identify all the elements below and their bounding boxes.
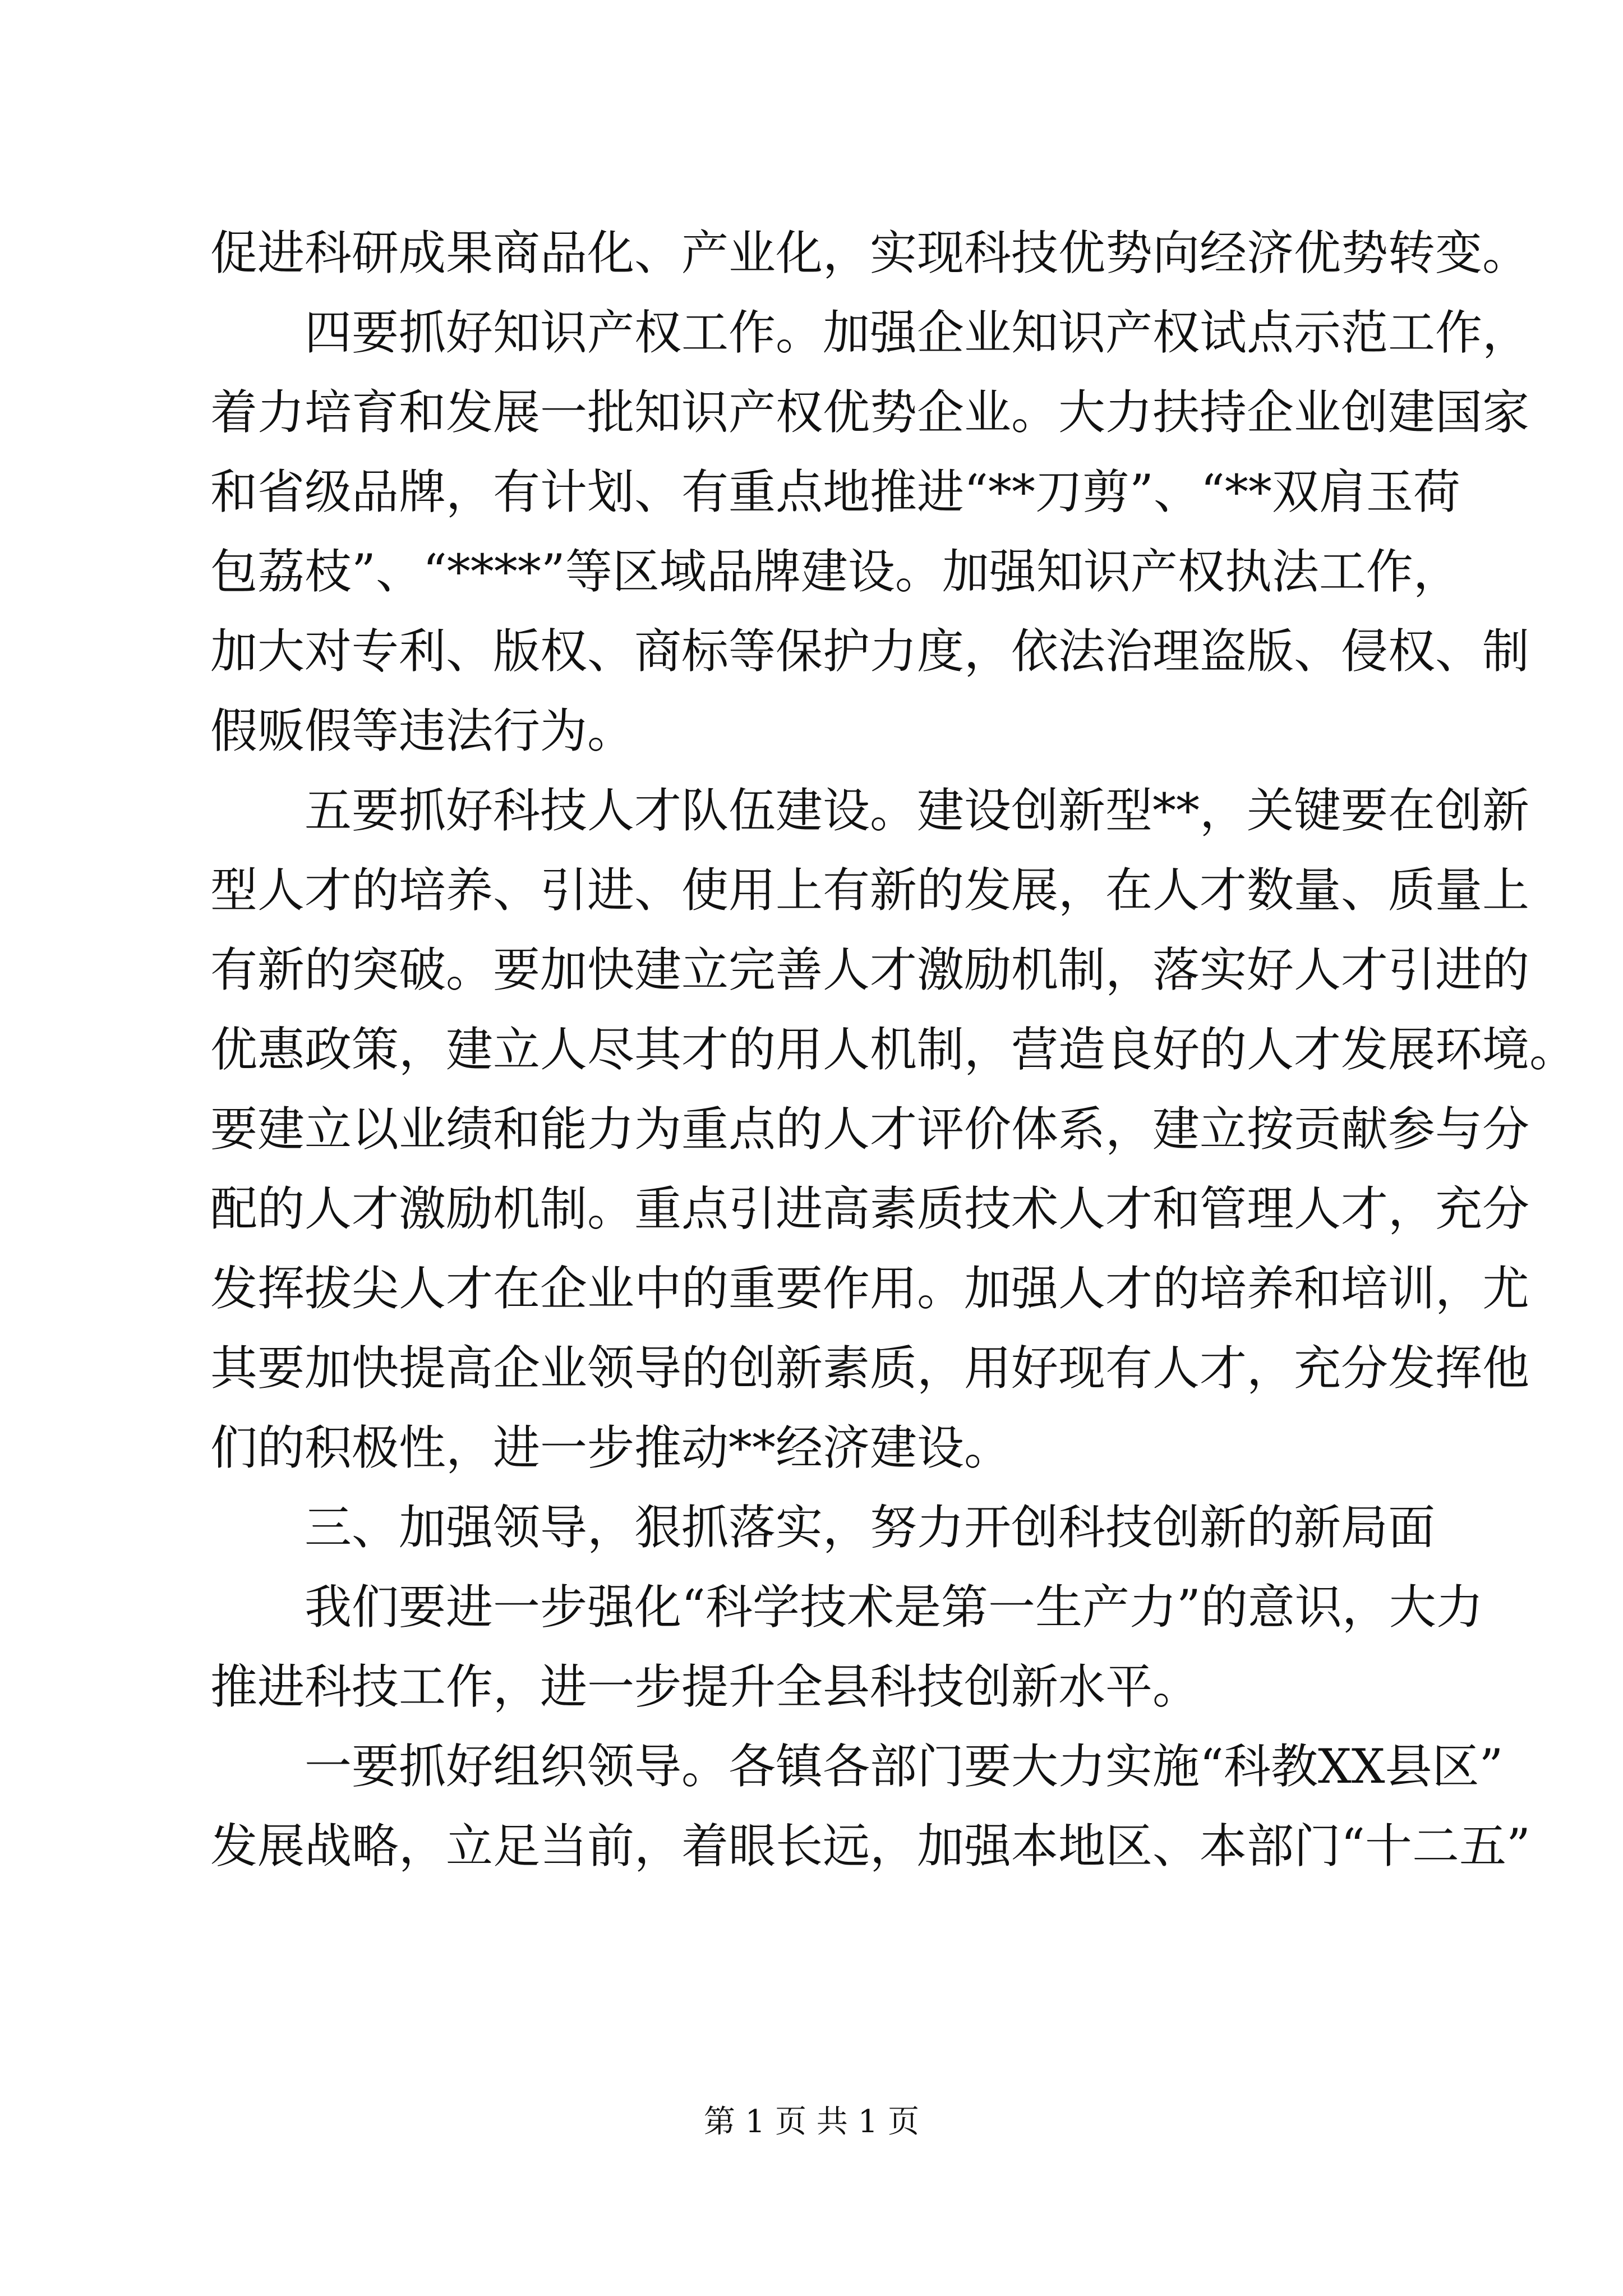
section-heading: 三、加强领导，狠抓落实，努力开创科技创新的新局面 — [305, 1500, 1436, 1555]
text-line: 我们要进一步强化“科学技术是第一生产力”的意识，大力 — [305, 1580, 1483, 1635]
text-line: 假贩假等违法行为。 — [210, 703, 635, 758]
document-body — [210, 213, 1577, 1886]
text-line: 配的人才激励机制。重点引进高素质技术人才和管理人才，充分 — [210, 1181, 1530, 1236]
text-line: 发展战略，立足当前，着眼长远，加强本地区、本部门“十二五” — [210, 1819, 1530, 1874]
text-line: 促进科研成果商品化、产业化，实现科技优势向经济优势转变。 — [210, 226, 1530, 280]
text-line: 推进科技工作，进一步提升全县科技创新水平。 — [210, 1659, 1200, 1714]
text-line: 一要抓好组织领导。各镇各部门要大力实施“科教XX县区” — [305, 1739, 1504, 1794]
text-line: 着力培育和发展一批知识产权优势企业。大力扶持企业创建国家 — [210, 385, 1530, 440]
text-line: 优惠政策，建立人尽其才的用人机制，营造良好的人才发展环境。 — [210, 1022, 1577, 1077]
text-line: 有新的突破。要加快建立完善人才激励机制，落实好人才引进的 — [210, 942, 1530, 997]
text-line: 发挥拔尖人才在企业中的重要作用。加强人才的培养和培训，尤 — [210, 1261, 1530, 1316]
text-line: 要建立以业绩和能力为重点的人才评价体系，建立按贡献参与分 — [210, 1102, 1530, 1157]
text-line: 四要抓好知识产权工作。加强企业知识产权试点示范工作， — [305, 305, 1530, 360]
text-line: 加大对专利、版权、商标等保护力度，依法治理盗版、侵权、制 — [210, 624, 1530, 679]
text-line: 型人才的培养、引进、使用上有新的发展，在人才数量、质量上 — [210, 863, 1530, 918]
text-line: 五要抓好科技人才队伍建设。建设创新型**，关键要在创新 — [305, 783, 1530, 838]
text-line: 和省级品牌，有计划、有重点地推进“**刀剪”、“**双肩玉荷 — [210, 464, 1460, 519]
text-line: 其要加快提高企业领导的创新素质，用好现有人才，充分发挥他 — [210, 1341, 1530, 1396]
page-number-footer: 第 1 页 共 1 页 — [703, 2104, 920, 2140]
text-line: 包荔枝”、“****”等区域品牌建设。加强知识产权执法工作， — [210, 544, 1460, 599]
text-line: 们的积极性，进一步推动**经济建设。 — [210, 1420, 1012, 1475]
